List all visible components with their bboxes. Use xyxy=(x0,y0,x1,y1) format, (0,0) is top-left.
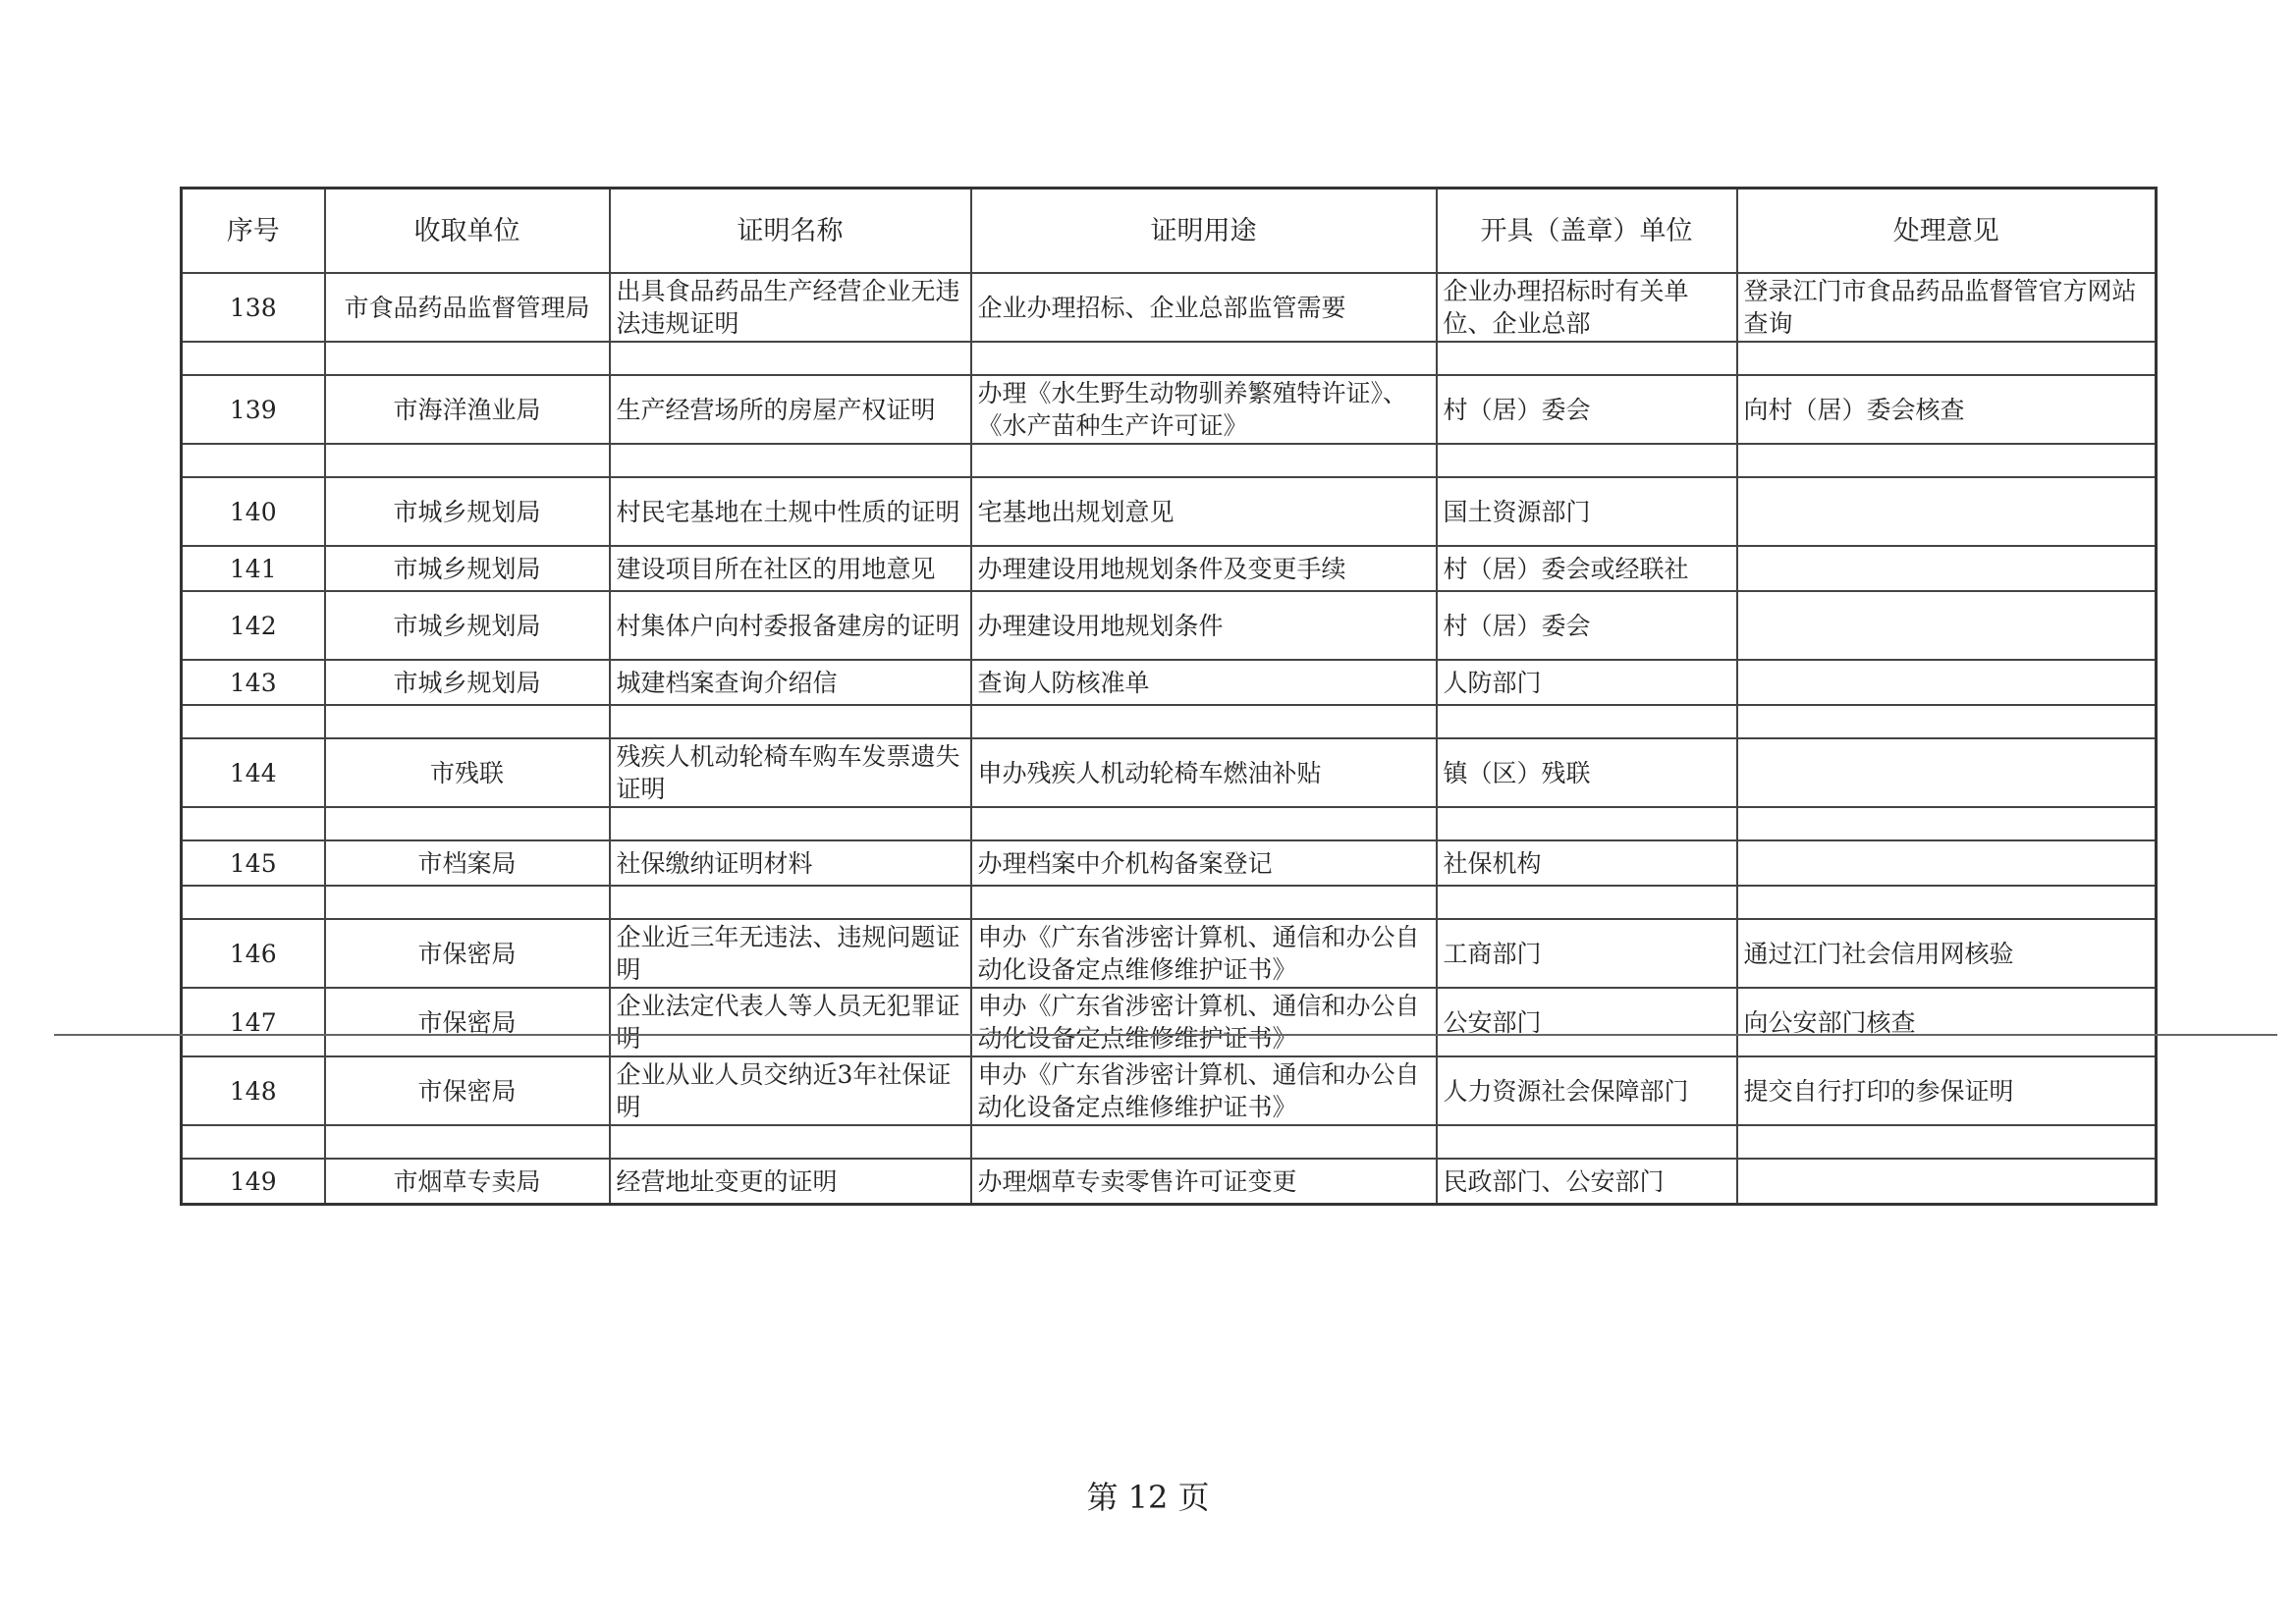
cell-name: 生产经营场所的房屋产权证明 xyxy=(610,375,971,444)
header-seq: 序号 xyxy=(182,189,325,274)
table-row xyxy=(182,988,2157,1056)
blank-row xyxy=(182,807,2157,840)
cell-opinion: 向公安部门核查 xyxy=(1737,988,2157,1056)
cell-opinion xyxy=(1737,477,2157,546)
blank-row xyxy=(182,886,2157,919)
cell-issuer: 人防部门 xyxy=(1437,660,1737,705)
table-row xyxy=(182,273,2157,342)
cell-seq: 146 xyxy=(182,919,325,988)
cell-name: 企业近三年无违法、违规问题证明 xyxy=(610,919,971,988)
cell-opinion xyxy=(1737,546,2157,591)
cell-issuer: 企业办理招标时有关单位、企业总部 xyxy=(1437,273,1737,342)
cell-unit: 市海洋渔业局 xyxy=(325,375,610,444)
cell-name: 村集体户向村委报备建房的证明 xyxy=(610,591,971,660)
cell-unit: 市城乡规划局 xyxy=(325,660,610,705)
cell-issuer: 国土资源部门 xyxy=(1437,477,1737,546)
cell-seq: 142 xyxy=(182,591,325,660)
cell-issuer: 民政部门、公安部门 xyxy=(1437,1159,1737,1205)
table-row xyxy=(182,477,2157,546)
cell-issuer: 村（居）委会或经联社 xyxy=(1437,546,1737,591)
cell-purpose: 办理建设用地规划条件 xyxy=(971,591,1437,660)
cell-unit: 市档案局 xyxy=(325,840,610,886)
table-header xyxy=(182,189,2157,274)
header-purpose: 证明用途 xyxy=(971,189,1437,274)
table-row xyxy=(182,919,2157,988)
table-row xyxy=(182,375,2157,444)
certificate-table xyxy=(180,187,2158,1206)
cell-opinion: 向村（居）委会核查 xyxy=(1737,375,2157,444)
cell-unit: 市烟草专卖局 xyxy=(325,1159,610,1205)
cell-seq: 138 xyxy=(182,273,325,342)
cell-purpose: 办理烟草专卖零售许可证变更 xyxy=(971,1159,1437,1205)
cell-seq: 140 xyxy=(182,477,325,546)
cell-issuer: 公安部门 xyxy=(1437,988,1737,1056)
cell-opinion: 登录江门市食品药品监督管官方网站查询 xyxy=(1737,273,2157,342)
cell-name: 残疾人机动轮椅车购车发票遗失证明 xyxy=(610,738,971,807)
cell-unit: 市城乡规划局 xyxy=(325,546,610,591)
cell-name: 企业法定代表人等人员无犯罪证明 xyxy=(610,988,971,1056)
cell-purpose: 申办《广东省涉密计算机、通信和办公自动化设备定点维修维护证书》 xyxy=(971,1056,1437,1125)
cell-unit: 市食品药品监督管理局 xyxy=(325,273,610,342)
cell-opinion xyxy=(1737,840,2157,886)
cell-opinion: 通过江门社会信用网核验 xyxy=(1737,919,2157,988)
cell-seq: 148 xyxy=(182,1056,325,1125)
cell-purpose: 办理《水生野生动物驯养繁殖特许证》、《水产苗种生产许可证》 xyxy=(971,375,1437,444)
cell-issuer: 社保机构 xyxy=(1437,840,1737,886)
table-row xyxy=(182,1159,2157,1205)
blank-row xyxy=(182,444,2157,477)
cell-seq: 139 xyxy=(182,375,325,444)
cell-name: 企业从业人员交纳近3年社保证明 xyxy=(610,1056,971,1125)
cell-unit: 市保密局 xyxy=(325,1056,610,1125)
cell-seq: 141 xyxy=(182,546,325,591)
table-row xyxy=(182,738,2157,807)
cell-name: 村民宅基地在土规中性质的证明 xyxy=(610,477,971,546)
cell-issuer: 人力资源社会保障部门 xyxy=(1437,1056,1737,1125)
cell-unit: 市保密局 xyxy=(325,988,610,1056)
cell-issuer: 村（居）委会 xyxy=(1437,375,1737,444)
cell-name: 经营地址变更的证明 xyxy=(610,1159,971,1205)
cell-purpose: 查询人防核准单 xyxy=(971,660,1437,705)
cell-unit: 市城乡规划局 xyxy=(325,591,610,660)
cell-name: 社保缴纳证明材料 xyxy=(610,840,971,886)
table-row xyxy=(182,546,2157,591)
cell-name: 城建档案查询介绍信 xyxy=(610,660,971,705)
cell-opinion xyxy=(1737,660,2157,705)
table-row xyxy=(182,591,2157,660)
cell-purpose: 办理建设用地规划条件及变更手续 xyxy=(971,546,1437,591)
header-receiving-unit: 收取单位 xyxy=(325,189,610,274)
cell-issuer: 工商部门 xyxy=(1437,919,1737,988)
header-certificate-name: 证明名称 xyxy=(610,189,971,274)
cell-opinion xyxy=(1737,591,2157,660)
cell-seq: 144 xyxy=(182,738,325,807)
cell-purpose: 申办《广东省涉密计算机、通信和办公自动化设备定点维修维护证书》 xyxy=(971,919,1437,988)
cell-name: 建设项目所在社区的用地意见 xyxy=(610,546,971,591)
header-issuing-unit: 开具（盖章）单位 xyxy=(1437,189,1737,274)
blank-row xyxy=(182,1125,2157,1159)
cell-seq: 143 xyxy=(182,660,325,705)
scan-fold-line xyxy=(54,1034,2277,1036)
cell-issuer: 镇（区）残联 xyxy=(1437,738,1737,807)
table-row xyxy=(182,660,2157,705)
cell-purpose: 办理档案中介机构备案登记 xyxy=(971,840,1437,886)
cell-purpose: 企业办理招标、企业总部监管需要 xyxy=(971,273,1437,342)
table-row xyxy=(182,840,2157,886)
cell-opinion xyxy=(1737,738,2157,807)
cell-unit: 市保密局 xyxy=(325,919,610,988)
table-row xyxy=(182,1056,2157,1125)
cell-opinion: 提交自行打印的参保证明 xyxy=(1737,1056,2157,1125)
header-opinion: 处理意见 xyxy=(1737,189,2157,274)
cell-purpose: 宅基地出规划意见 xyxy=(971,477,1437,546)
cell-seq: 147 xyxy=(182,988,325,1056)
cell-seq: 149 xyxy=(182,1159,325,1205)
cell-unit: 市城乡规划局 xyxy=(325,477,610,546)
cell-unit: 市残联 xyxy=(325,738,610,807)
cell-name: 出具食品药品生产经营企业无违法违规证明 xyxy=(610,273,971,342)
blank-row xyxy=(182,342,2157,375)
cell-purpose: 申办残疾人机动轮椅车燃油补贴 xyxy=(971,738,1437,807)
cell-purpose: 申办《广东省涉密计算机、通信和办公自动化设备定点维修维护证书》 xyxy=(971,988,1437,1056)
cell-issuer: 村（居）委会 xyxy=(1437,591,1737,660)
cell-opinion xyxy=(1737,1159,2157,1205)
blank-row xyxy=(182,705,2157,738)
cell-seq: 145 xyxy=(182,840,325,886)
page-number: 第 12 页 xyxy=(1086,1479,1210,1516)
